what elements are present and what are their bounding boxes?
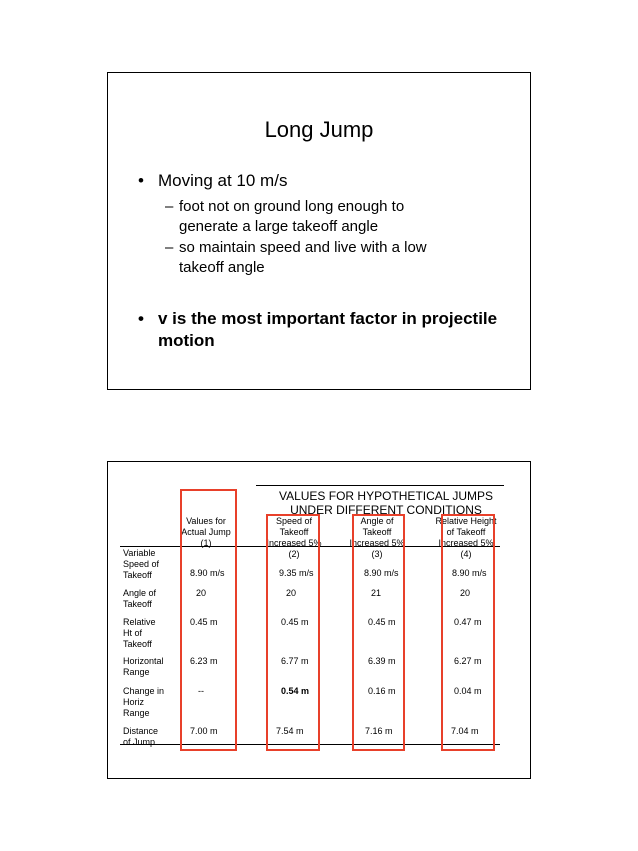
highlight-box-actual bbox=[180, 489, 237, 751]
bullet-velocity-important bbox=[138, 308, 498, 352]
cell-change-height: 0.04 m bbox=[454, 686, 482, 696]
cell-distance-angle: 7.16 m bbox=[365, 726, 393, 736]
cell-speed-actual: 8.90 m/s bbox=[190, 568, 225, 578]
col-header-line2: Takeoff bbox=[362, 527, 392, 537]
highlight-box-speed bbox=[266, 514, 320, 751]
cell-angle-angle: 21 bbox=[371, 588, 382, 598]
cell-angle-actual: 20 bbox=[196, 588, 207, 598]
cell-distance-height: 7.04 m bbox=[451, 726, 479, 736]
cell-range-height: 6.27 m bbox=[454, 656, 482, 666]
cell-change-angle: 0.16 m bbox=[368, 686, 396, 696]
row-label-change-range: Change in Horiz Range bbox=[123, 686, 165, 718]
variable-label: Variable bbox=[123, 548, 156, 558]
row-label-angle: Angle of Takeoff bbox=[123, 588, 157, 609]
slide-title: Long Jump bbox=[264, 117, 374, 142]
col-header-line1: Angle of bbox=[360, 516, 394, 526]
col-header-num: (4) bbox=[460, 549, 472, 559]
col-header-line2: of Takeoff bbox=[446, 527, 486, 537]
col-header-line2: Takeoff bbox=[279, 527, 309, 537]
cell-angle-height: 20 bbox=[460, 588, 471, 598]
cell-range-angle: 6.39 m bbox=[368, 656, 396, 666]
col-header-line2: Values for bbox=[186, 516, 226, 526]
col-header-line3: Increased 5% bbox=[438, 538, 494, 548]
table-header-title: VALUES FOR HYPOTHETICAL JUMPS UNDER DIFFERENT CONDITIONS bbox=[278, 489, 494, 517]
slide-long-jump bbox=[107, 72, 531, 390]
col-header-line1: Relative Height bbox=[435, 516, 497, 526]
cell-range-speed: 6.77 m bbox=[281, 656, 309, 666]
highlight-box-angle bbox=[352, 514, 405, 751]
cell-change-speed: 0.54 m bbox=[281, 686, 310, 696]
sub-bullet-text: so maintain speed and live with a low takeoff angle bbox=[179, 239, 427, 276]
cell-distance-speed: 7.54 m bbox=[276, 726, 304, 736]
col-header-line3: Increased 5% bbox=[266, 538, 322, 548]
sub-bullet-maintain-speed bbox=[165, 238, 465, 278]
header-top-rule bbox=[256, 485, 504, 486]
cell-speed-angle: 8.90 m/s bbox=[364, 568, 399, 578]
col-header-num: (1) bbox=[200, 538, 212, 548]
bullet-dot: • bbox=[138, 171, 144, 190]
row-label-relative-height: Relative Ht of Takeoff bbox=[123, 617, 156, 649]
slide-hypothetical-jumps-table bbox=[107, 461, 531, 779]
sub-bullet-foot bbox=[165, 197, 465, 237]
sub-bullet-dash: – bbox=[165, 239, 174, 256]
col-header-line3: Actual Jump bbox=[181, 527, 231, 537]
cell-change-actual: -- bbox=[198, 686, 204, 696]
row-label-horizontal-range: Horizontal Range bbox=[123, 656, 164, 677]
col-header-line3: Increased 5% bbox=[349, 538, 405, 548]
cell-speed-speed: 9.35 m/s bbox=[279, 568, 314, 578]
cell-height-actual: 0.45 m bbox=[190, 617, 218, 627]
sub-bullet-dash: – bbox=[165, 198, 174, 215]
col-header-num: (3) bbox=[371, 549, 383, 559]
cell-range-actual: 6.23 m bbox=[190, 656, 218, 666]
cell-angle-speed: 20 bbox=[286, 588, 297, 598]
sub-bullet-text: foot not on ground long enough to generate a large takeoff angle bbox=[179, 198, 405, 235]
col-header-line1: Speed of bbox=[275, 516, 313, 526]
bullet-moving-speed bbox=[138, 170, 287, 192]
cell-distance-actual: 7.00 m bbox=[190, 726, 218, 736]
cell-height-angle: 0.45 m bbox=[368, 617, 396, 627]
cell-speed-height: 8.90 m/s bbox=[452, 568, 487, 578]
col-header-num: (2) bbox=[288, 549, 300, 559]
row-label-speed: Speed of Takeoff bbox=[123, 559, 160, 580]
bullet-text: Moving at 10 m/s bbox=[158, 171, 288, 190]
bullet-text: v is the most important factor in projectile motion bbox=[158, 309, 498, 350]
row-label-distance: Distance of Jump bbox=[123, 726, 159, 747]
highlight-box-height bbox=[441, 514, 495, 751]
cell-height-height: 0.47 m bbox=[454, 617, 482, 627]
bullet-dot: • bbox=[138, 309, 144, 328]
cell-height-speed: 0.45 m bbox=[281, 617, 309, 627]
